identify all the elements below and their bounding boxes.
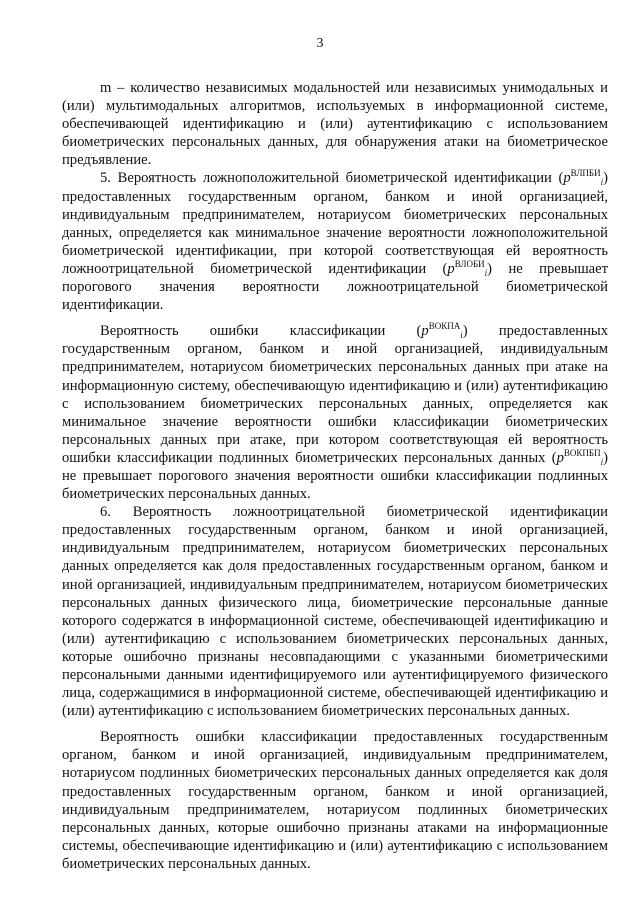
symbol-base: p [447, 260, 455, 277]
probability-symbol [421, 323, 462, 339]
paragraph-6-false-negative [62, 503, 608, 720]
text-run: Вероятность ошибки классификации предоставленных государственным органом, банком и иной организацией, индивидуальным предпринимателем, нотариусом подлинных биометрических персональных данных определяется как доля предоставленных государственным органом, банком и иной организацией, индивидуальным предпринимателем, нотариусом подлинных биометрических персональных данных, которые ошибочно признаны атаками на информационные системы, обеспечивающие идентификацию и (или) аутентификацию с использованием биометрических персональных данных. [62, 729, 608, 872]
probability-symbol [563, 170, 603, 186]
text-run: m – количество независимых модальностей или независимых унимодальных и (или) мультимодальных алгоритмов, используемых в информационной системе, обеспечивающей идентификацию и (или) аутентификацию с использованием биометрических персональных данных, для обнаружения атаки на биометрическое предъявление. [62, 80, 608, 169]
symbol-subscript: i [600, 177, 604, 188]
symbol-subscript: i [600, 456, 604, 467]
paragraph-5-false-positive [62, 169, 608, 314]
symbol-superscript: ВОКПА [428, 321, 461, 332]
symbol-base: p [563, 170, 571, 187]
symbol-base: p [421, 323, 429, 340]
probability-symbol [556, 447, 604, 467]
paragraph-classification-error-genuine [62, 728, 608, 873]
symbol-base: p [556, 449, 564, 466]
symbol-superscript: ВОКПБП [563, 447, 601, 458]
text-run: 5. Вероятность ложноположительной биометрической идентификации ( [100, 170, 564, 187]
text-run: ) предоставленных государственным органом, банком и иной организацией, индивидуальным предпринимателем, нотариусом биометрических персональных данных, определяется как минимальное значение вероятности ложноположительной биометрической идентификации, при которой соответствующая ей вероятность ложноотрицательной биометрической идентификации ( [62, 170, 608, 277]
text-run: Вероятность ошибки классификации ( [100, 323, 422, 340]
symbol-subscript: i [460, 330, 463, 341]
paragraph-m-definition [62, 79, 608, 169]
symbol-superscript: ВЛОБИ [454, 258, 485, 269]
document-body [62, 79, 608, 873]
symbol-superscript: ВЛПБИ [570, 168, 601, 179]
text-run: ) не превышает порогового значения вероятности ложноотрицательной биометрической идентификации. [62, 260, 609, 314]
symbol-subscript: i [484, 267, 488, 278]
paragraph-classification-error-attack [62, 322, 608, 503]
text-run: ) предоставленных государственным органом, банком и иной организацией, индивидуальным предпринимателем, нотариусом биометрических персональных данных при атаке на информационную систему, обеспечивающую идентификацию и (или) аутентификацию с использованием биометрических персональных данных, определяется как минимальное значение вероятности ошибки классификации биометрических персональных данных при атаке, при котором соответствующая ей вероятность ошибки классификации подлинных биометрических персональных данных ( [62, 323, 608, 466]
page-number: 3 [316, 36, 324, 51]
text-run: 6. Вероятность ложноотрицательной биометрической идентификации предоставленных государственным органом, банком и иной организацией, индивидуальным предпринимателем, нотариусом биометрических персональных данных определяется как доля предоставленных государственным органом, банком и иной организацией, индивидуальным предпринимателем, нотариусом биометрических персональных данных физического лица, биометрические персональные данные которого содержатся в информационной системе, обеспечивающей идентификацию и (или) аутентификацию с использованием биометрических персональных данных, которые ошибочно признаны несовпадающими с указанными биометрическими персональными данными идентифицируемого или аутентифицируемого физического лица, содержащимися в информационной системе, обеспечивающей идентификацию и (или) аутентификацию с использованием биометрических персональных данных. [62, 504, 608, 720]
text-run: ) не превышает порогового значения вероятности ошибки классификации подлинных биометрических персональных данных. [62, 449, 608, 503]
probability-symbol [447, 258, 488, 278]
